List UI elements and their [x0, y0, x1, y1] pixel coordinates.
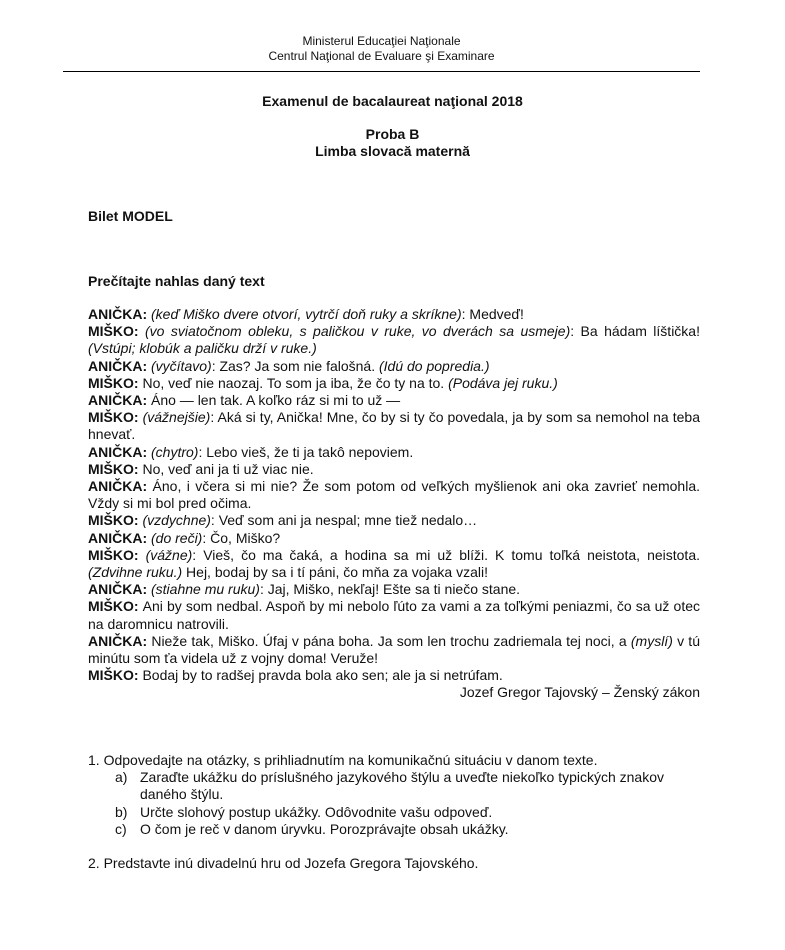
dialogue-segment-bold: ANIČKA: — [88, 392, 151, 409]
dialogue-segment-bold: ANIČKA: — [88, 443, 151, 460]
dialogue-paragraph — [88, 409, 700, 443]
question-item-label: b) — [115, 803, 128, 820]
dialogue-segment-italic: (vážne) — [145, 546, 193, 563]
dialogue-section — [88, 306, 700, 702]
dialogue-segment-italic: (keď Miško dvere otvorí, vytrčí doň ruky a skríkne) — [151, 306, 462, 322]
question-2-number: 2. — [88, 855, 100, 872]
text-attribution: Jozef Gregor Tajovský – Ženský zákon — [459, 684, 700, 701]
dialogue-segment-normal: v tú minútu som ťa videla už z vojny doma! Veruže! — [88, 632, 700, 667]
dialogue-segment-normal: Bodaj by to radšej pravda bola ako sen; ale ja si netrúfam. — [142, 667, 503, 684]
dialogue-segment-bold: ANIČKA: — [88, 306, 151, 322]
document-header — [63, 34, 700, 72]
dialogue-segment-bold: MIŠKO: — [88, 512, 143, 529]
dialogue-paragraph — [88, 444, 700, 461]
dialogue-paragraph — [88, 547, 700, 581]
question-1-items — [88, 769, 700, 838]
dialogue-paragraph — [88, 598, 700, 632]
dialogue-segment-normal: : Čo, Miško? — [202, 529, 281, 546]
dialogue-segment-normal: Hej, bodaj by sa i tí páni, čo mňa za vojaka vzali! — [182, 564, 488, 581]
questions-section — [88, 752, 700, 872]
dialogue-segment-normal: : Veď som ani ja nespal; mne tiež nedalo… — [210, 512, 478, 529]
exam-title: Examenul de bacalaureat naţional 2018 — [262, 93, 523, 109]
question-item-a — [115, 769, 700, 803]
dialogue-segment-normal: Áno — len tak. A koľko ráz si mi to už — — [151, 392, 401, 409]
dialogue-segment-italic: (stiahne mu ruku) — [151, 581, 260, 598]
dialogue-segment-normal: No, veď ani ja ti už viac nie. — [142, 460, 314, 477]
dialogue-paragraph — [88, 512, 700, 529]
dialogue-segment-italic: (myslí) — [630, 632, 673, 649]
dialogue-paragraph — [88, 392, 700, 409]
header-line-center: Centrul Naţional de Evaluare şi Examinare — [268, 49, 495, 63]
dialogue-segment-italic: (do reči) — [151, 529, 203, 546]
dialogue-segment-normal: : Vieš, čo ma čaká, a hodina sa mi už blíži. K tomu toľká neistota, neistota. — [192, 546, 700, 563]
question-1-text: Odpovedajte na otázky, s prihliadnutím na komunikačnú situáciu v danom texte. — [103, 752, 598, 768]
dialogue-segment-italic: (Podáva jej ruku.) — [448, 374, 558, 391]
dialogue-segment-normal: No, veď nie naozaj. To som ja iba, že čo ty na to. — [142, 374, 449, 391]
question-1 — [88, 752, 700, 769]
dialogue-segment-bold: MIŠKO: — [88, 667, 143, 684]
dialogue-segment-normal: : Zas? Ja som nie falošná. — [211, 357, 379, 374]
question-1-number: 1. — [88, 752, 100, 768]
dialogue-paragraph — [88, 633, 700, 667]
dialogue-segment-bold: ANIČKA: — [88, 529, 151, 546]
dialogue-segment-bold: MIŠKO: — [88, 409, 143, 426]
dialogue-segment-bold: ANIČKA: — [88, 581, 151, 598]
dialogue-segment-italic: (Zdvihne ruku.) — [88, 564, 183, 581]
dialogue-segment-normal: : Lebo vieš, že ti ja takô nepoviem. — [198, 443, 414, 460]
dialogue-segment-normal: : Jaj, Miško, nekľaj! Ešte sa ti niečo stane. — [259, 581, 521, 598]
reading-instruction: Prečítajte nahlas daný text — [88, 273, 265, 289]
dialogue-paragraph — [88, 530, 700, 547]
dialogue-segment-italic: (Vstúpi; klobúk a paličku drží v ruke.) — [88, 340, 317, 357]
question-item-label: a) — [115, 769, 128, 786]
dialogue-segment-normal: : Ba hádam líštička! — [570, 323, 700, 340]
dialogue-segment-bold: ANIČKA: — [88, 632, 152, 649]
dialogue-paragraph — [88, 375, 700, 392]
dialogue-paragraph — [88, 478, 700, 512]
question-item-label: c) — [115, 820, 127, 837]
dialogue-segment-italic: (vyčítavo) — [151, 357, 212, 374]
dialogue-segment-normal: : Aká si ty, Anička! Mne, čo by si ty čo povedala, ja by som sa nemohol na teba hnevať. — [88, 409, 700, 443]
dialogue-segment-italic: (Idú do popredia.) — [379, 357, 490, 374]
dialogue-segment-normal: Ani by som nedbal. Aspoň by mi nebolo ľúto za vami a za toľkými peniazmi, čo sa už otec na daromnicu natrovili. — [88, 598, 700, 632]
dialogue-segment-italic: (chytro) — [151, 443, 199, 460]
question-item-c — [115, 821, 700, 838]
dialogue-paragraph — [88, 667, 700, 684]
dialogue-segment-bold: ANIČKA: — [88, 357, 151, 374]
exam-subtitle — [0, 126, 785, 160]
ticket-label: Bilet MODEL — [88, 208, 173, 224]
header-line-ministry: Ministerul Educaţiei Naţionale — [302, 34, 461, 48]
dialogue-segment-italic: (vzdychne) — [142, 512, 211, 529]
dialogue-segment-bold: MIŠKO: — [88, 546, 146, 563]
dialogue-paragraph — [88, 323, 700, 357]
question-item-b — [115, 804, 700, 821]
question-item-text: O čom je reč v danom úryvku. Porozprávajte obsah ukážky. — [140, 820, 509, 837]
dialogue-segment-bold: MIŠKO: — [88, 374, 143, 391]
dialogue-segment-bold: MIŠKO: — [88, 598, 143, 615]
question-item-text: Určte slohový postup ukážky. Odôvodnite vašu odpoveď. — [140, 803, 493, 820]
dialogue-segment-normal: : Medveď! — [461, 306, 524, 322]
subject-label: Limba slovacă maternă — [315, 143, 470, 159]
question-2-text: Predstavte inú divadelnú hru od Jozefa Gregora Tajovského. — [103, 855, 479, 872]
dialogue-segment-bold: MIŠKO: — [88, 323, 145, 340]
dialogue-segment-bold: ANIČKA: — [88, 478, 153, 495]
dialogue-segment-normal: Áno, i včera si mi nie? Že som potom od veľkých myšlienok ani oka zavrieť nemohla. Vždy si mi bol pred očima. — [88, 478, 700, 512]
dialogue-paragraph — [88, 461, 700, 478]
dialogue-segment-bold: MIŠKO: — [88, 460, 143, 477]
dialogue-paragraph — [88, 581, 700, 598]
dialogue-segment-normal: Nieže tak, Miško. Úfaj v pána boha. Ja som len trochu zadriemala tej noci, a — [151, 632, 631, 649]
dialogue-paragraphs — [88, 306, 700, 684]
dialogue-paragraph — [88, 306, 700, 323]
dialogue-segment-italic: (vo sviatočnom obleku, s paličkou v ruke, vo dverách sa usmeje) — [144, 323, 571, 340]
proba-label: Proba B — [365, 126, 420, 142]
question-2 — [88, 855, 700, 872]
dialogue-segment-italic: (vážnejšie) — [142, 409, 211, 426]
dialogue-paragraph — [88, 358, 700, 375]
question-item-text: Zaraďte ukážku do príslušného jazykového štýlu a uveďte niekoľko typických znakov daného štýlu. — [140, 769, 665, 803]
